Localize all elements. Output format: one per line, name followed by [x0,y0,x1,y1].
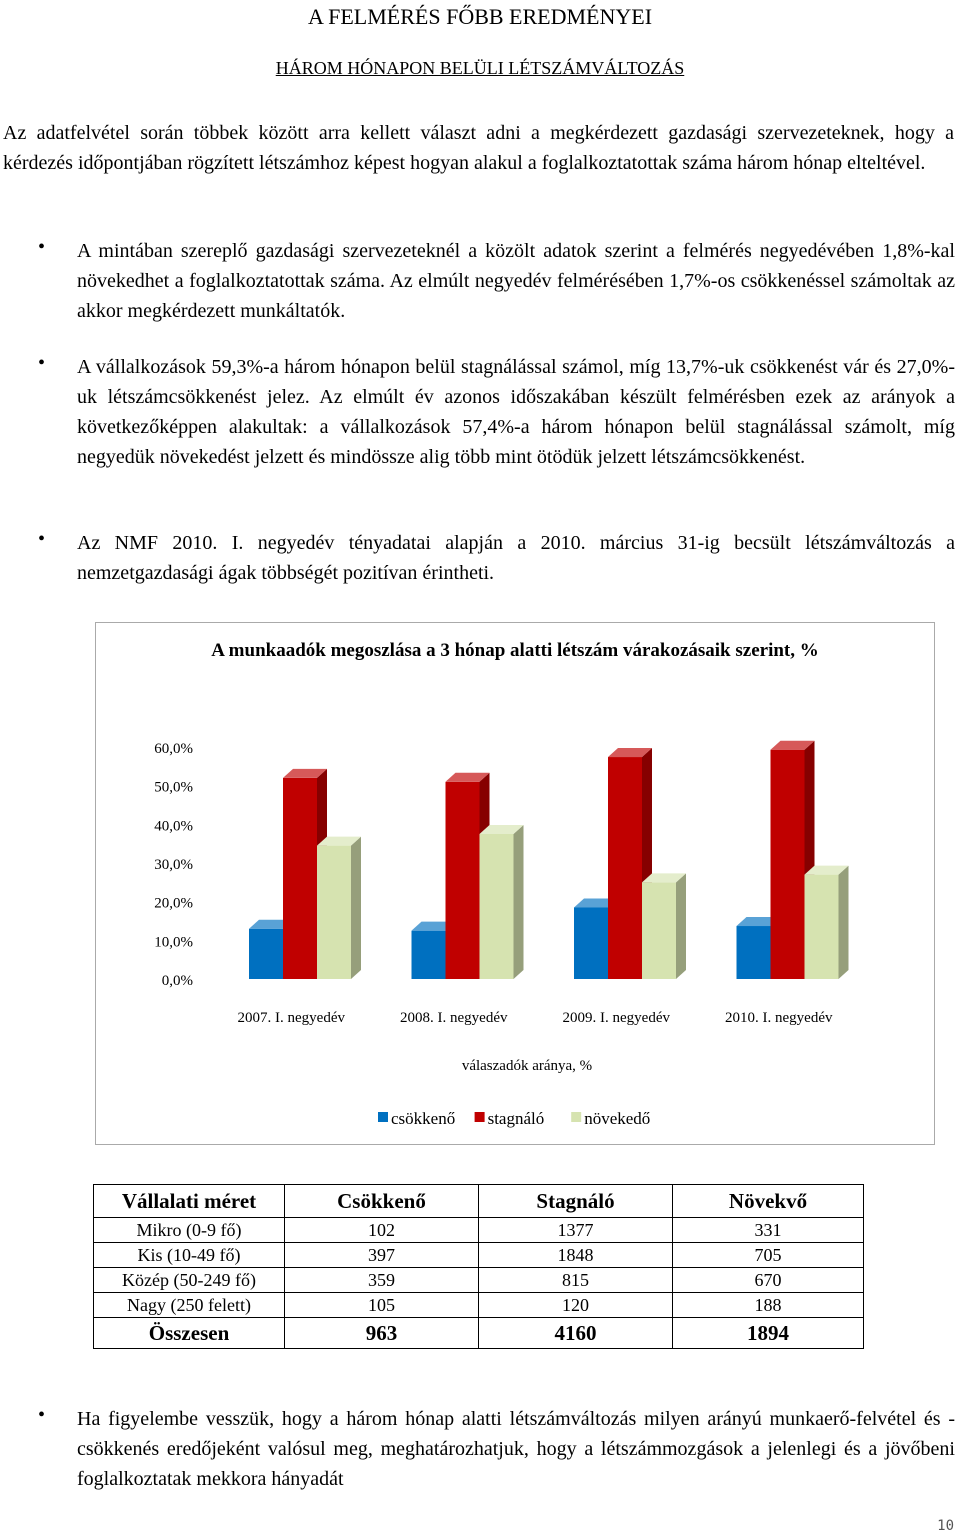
y-tick-label: 60,0% [154,741,193,757]
table-row [94,1243,864,1268]
closing-paragraph: Ha figyelembe vesszük, hogy a három hónap alatti létszámváltozás milyen arányú munkaerő-felvétel és -csökkenés eredőjeként valósul meg, meghatározhatjuk, hogy a létszámmozgások a jelenlegi és a jövőbeni foglalkoztatak mekkora hányadát [77,1408,955,1490]
column-header: Stagnáló [479,1185,673,1218]
y-tick-label: 40,0% [154,818,193,835]
bar [446,782,480,979]
column-header: Növekvő [673,1185,864,1218]
bullet-icon: • [38,352,46,374]
table-cell: 963 [285,1318,479,1349]
table-cell: Kis (10-49 fő) [94,1243,285,1268]
page-number: 10 [937,1518,954,1534]
bar-side [351,837,361,979]
table-row [94,1268,864,1293]
bar [608,757,642,979]
table-cell: Közép (50-249 fő) [94,1268,285,1293]
table-cell: 1377 [479,1218,673,1243]
table-cell: 4160 [479,1318,673,1349]
legend-swatch [475,1112,485,1122]
y-tick-label: 0,0% [161,973,193,989]
legend-swatch [571,1112,581,1122]
table-header-row [94,1185,864,1218]
bar-chart [95,622,935,1145]
x-tick-label: 2010. I. negyedév [725,1010,833,1026]
bar-side [839,866,849,979]
bar [771,750,805,979]
table-cell: 120 [479,1293,673,1318]
legend-swatch [378,1112,388,1122]
bar [412,931,446,979]
bullet-paragraph-2: A vállalkozások 59,3%-a három hónapon belül stagnálással számol, míg 13,7%-uk csökkenést vár és 27,0%-uk létszámcsökkenést jelez. Az elmúlt év azonos időszakában készült felmérésben ezek az arányok a következőképpen alakultak: a vállalkozások 57,4%-a három hónapon belül stagnálással számolt, míg negyedük növekedést jelzett és mindössze alig több mint ötödük jelzett létszámcsökkenést. [77,356,955,468]
bar [249,929,283,979]
bullet-icon: • [38,1404,46,1426]
table-cell: 815 [479,1268,673,1293]
table-cell: 105 [285,1293,479,1318]
table-total-row [94,1318,864,1349]
table-row [94,1218,864,1243]
bullet-icon: • [38,528,46,550]
bar [574,907,608,979]
bar [805,875,839,979]
bar [480,834,514,979]
table-cell: 670 [673,1268,864,1293]
table-cell: 102 [285,1218,479,1243]
bullet-icon: • [38,236,46,258]
bullet-paragraph-1: A mintában szereplő gazdasági szervezeteknél a közölt adatok szerint a felmérés negyedévében 1,8%-kal növekedhet a foglalkoztatottak száma. Az elmúlt negyedév felmérésében 1,7%-os csökkenéssel számoltak az akkor megkérdezett munkáltatók. [77,240,955,322]
legend-label: stagnáló [487,1109,545,1128]
table-cell: 1894 [673,1318,864,1349]
y-tick-label: 50,0% [154,779,193,796]
table-cell: 359 [285,1268,479,1293]
bar [737,926,771,979]
y-tick-label: 10,0% [154,934,193,951]
table-cell: Összesen [94,1318,285,1349]
legend-label: csökkenő [391,1109,456,1128]
x-axis-title: válaszadók aránya, % [461,1058,593,1074]
table-cell: 397 [285,1243,479,1268]
x-tick-label: 2008. I. negyedév [400,1010,508,1026]
column-header: Csökkenő [285,1185,479,1218]
x-tick-label: 2007. I. negyedév [237,1010,345,1026]
bar-side [676,873,686,979]
chart-title: A munkaadók megoszlása a 3 hónap alatti létszám várakozásaik szerint, % [211,640,819,661]
table-cell: Nagy (250 felett) [94,1293,285,1318]
section-subheading: HÁROM HÓNAPON BELÜLI LÉTSZÁMVÁLTOZÁS [275,58,685,78]
x-tick-label: 2009. I. negyedév [562,1010,670,1026]
y-tick-label: 20,0% [154,895,193,912]
y-tick-label: 30,0% [154,857,193,873]
page-heading: A FELMÉRÉS FŐBB EREDMÉNYEI [307,4,653,29]
bar [642,882,676,979]
intro-paragraph: Az adatfelvétel során többek között arra kellett választ adni a megkérdezett gazdasági szervezeteknek, hogy a kérdezés időpontjában rögzített létszámhoz képest hogyan alakul a foglalkoztatottak száma három hónap elteltével. [3,122,954,174]
column-header: Vállalati méret [94,1185,285,1218]
table-cell: 1848 [479,1243,673,1268]
legend-label: növekedő [584,1109,651,1128]
table-cell: 331 [673,1218,864,1243]
table-row [94,1293,864,1318]
bar-side [514,825,524,979]
bullet-paragraph-3: Az NMF 2010. I. negyedév tényadatai alapján a 2010. március 31-ig becsült létszámváltozás a nemzetgazdasági ágak többségét pozitívan érintheti. [77,532,955,584]
table-cell: 705 [673,1243,864,1268]
bar [283,778,317,979]
company-size-table [93,1184,864,1349]
table-cell: 188 [673,1293,864,1318]
table-cell: Mikro (0-9 fő) [94,1218,285,1243]
bar [317,846,351,979]
